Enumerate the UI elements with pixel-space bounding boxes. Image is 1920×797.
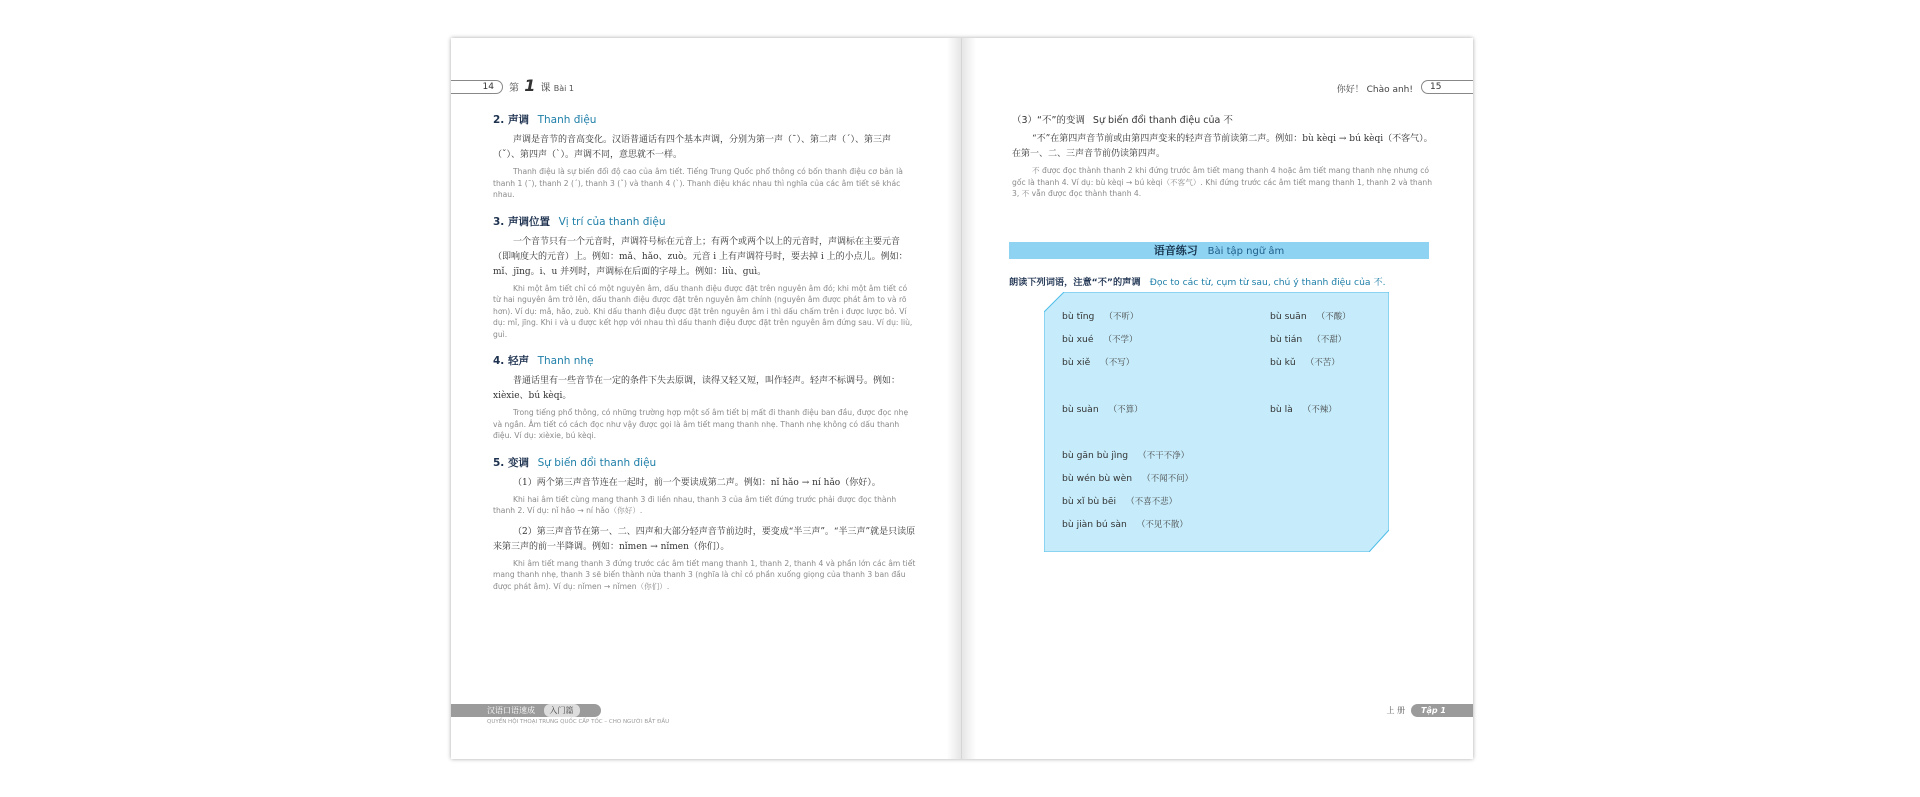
exercise-item [1270, 403, 1337, 415]
section-title-vn: Vị trí của thanh điệu [558, 215, 666, 228]
section-title-cn: （3）“不”的变调 [1012, 115, 1085, 126]
item-hanzi: （不辣） [1302, 405, 1337, 415]
footer-tagline: QUYỂN HỘI THOẠI TRUNG QUỐC CẤP TỐC – CHO NGƯỜI BẮT ĐẦU [487, 719, 670, 725]
item-hanzi: （不写） [1100, 358, 1135, 368]
item-pinyin: bù tīng [1062, 311, 1095, 322]
right-page [962, 38, 1473, 759]
item-pinyin: bù gān bù jìng [1062, 450, 1129, 461]
section-title [493, 112, 917, 127]
section-tones [493, 112, 917, 201]
paragraph-cn: “不”在第四声音节前或由第四声变来的轻声音节前读第二声。例如：bù kèqi → bú kèqi（不客气）。在第一、二、三声音节前仍读第四声。 [1012, 134, 1433, 159]
exercise-item [1270, 356, 1340, 368]
paragraph-vn: Trong tiếng phổ thông, có những trường hợp một số âm tiết bị mất đi thanh điệu ban đầu, được đọc nhẹ và ngắn. Âm tiết có cách đọc như vậy được gọi là âm tiết mang thanh nhẹ. Thanh nhẹ không có dấu thanh điệu. Ví dụ: xièxie, bú kèqi. [493, 408, 909, 440]
lesson-number: 1 [524, 76, 536, 95]
exercise-banner [1009, 242, 1429, 259]
exercise-title-vn: Bài tập ngữ âm [1207, 246, 1285, 257]
exercise-box [1044, 292, 1389, 552]
exercise-item [1062, 310, 1138, 322]
paragraph-vn: Khi hai âm tiết cùng mang thanh 3 đi liền nhau, thanh 3 của âm tiết đứng trước phải được đọc thành thanh 2. Ví dụ: nǐ hǎo → ní hǎo（你好）. [493, 494, 897, 515]
item-pinyin: bù xiě [1062, 357, 1091, 368]
exercise-box-shape [1044, 292, 1389, 552]
item-hanzi: （不学） [1103, 335, 1138, 345]
footer-volume-cn: 上 册 [1386, 706, 1405, 715]
lesson-header [509, 76, 574, 95]
exercise-title-cn: 语音练习 [1153, 244, 1198, 257]
page-number-left: 14 [451, 80, 503, 94]
paragraph-cn: 普通话里有一些音节在一定的条件下失去原调，读得又轻又短，叫作轻声。轻声不标调号。例如：xièxie、bú kèqi。 [493, 376, 901, 401]
item-pinyin: bù xué [1062, 334, 1094, 345]
exercise-item [1062, 495, 1177, 507]
exercise-item [1062, 356, 1134, 368]
paragraph-vn: 不 được đọc thành thanh 2 khi đứng trước âm tiết mang thanh 4 hoặc âm tiết mang thanh nhẹ nhưng có gốc là thanh 4. Ví dụ: bù kèqi → bú kèqi（不客气）. Khi đứng trước các âm tiết mang thanh 1, thanh 2 và thanh 3, 不 vẫn được đọc thành thanh 4. [1012, 166, 1433, 198]
item-pinyin: bù là [1270, 404, 1293, 415]
item-hanzi: （不算） [1108, 405, 1143, 415]
section-title [1012, 112, 1436, 126]
section-title [493, 455, 917, 470]
page-header-title: 你好！ Chào anh! [1336, 85, 1413, 95]
item-pinyin: bù jiàn bú sàn [1062, 519, 1127, 530]
item-hanzi: （不喜不悲） [1126, 497, 1178, 507]
section-tone-position [493, 214, 917, 341]
paragraph-vn: Thanh điệu là sự biến đổi độ cao của âm tiết. Tiếng Trung Quốc phổ thông có bốn thanh điệu cơ bản là thanh 1 (ˉ), thanh 2 (ˊ), thanh 3 (ˇ) và thanh 4 (ˋ). Thanh điệu khác nhau thì nghĩa của các âm tiết sẽ khác nhau. [493, 167, 903, 199]
paragraph-cn: 声调是音节的音高变化。汉语普通话有四个基本声调，分别为第一声（ˉ）、第二声（ˊ）、第三声（ˇ）、第四声（ˋ）。声调不同，意思就不一样。 [493, 135, 892, 160]
paragraph-cn: （2）第三声音节在第一、二、四声和大部分轻声音节前边时，要变成“半三声”。“半三声”就是只读原来第三声的前一半降调。例如：nǐmen → nǐmen（你们）。 [493, 526, 916, 552]
item-hanzi: （不甜） [1312, 335, 1347, 345]
item-pinyin: bù kǔ [1270, 357, 1296, 368]
instruction-cn: 朗读下列词语，注意“不”的声调 [1009, 277, 1141, 288]
page-number-right: 15 [1421, 80, 1473, 94]
section-title-cn: 2. 声调 [493, 114, 529, 126]
item-hanzi: （不酸） [1316, 312, 1351, 322]
lesson-ke: 课 [540, 83, 551, 94]
exercise-item [1062, 472, 1193, 484]
section-title-cn: 3. 声调位置 [493, 215, 550, 228]
exercise-item [1062, 333, 1138, 345]
footer-volume-vn: Tập 1 [1411, 704, 1473, 717]
exercise-item [1062, 449, 1189, 461]
section-title-vn: Sự biến đổi thanh điệu [537, 456, 657, 469]
footer-title-cn: 汉语口语速成 [487, 706, 535, 715]
section-title-vn: Thanh nhẹ [537, 355, 594, 367]
paragraph-vn: Khi âm tiết mang thanh 3 đứng trước các âm tiết mang thanh 1, thanh 2, thanh 4 và phần lớn các âm tiết mang thanh nhẹ, thanh 3 sẽ biến thành nửa thanh 3 (nghĩa là chỉ có phần xuống giọng của thanh 3 ban đầu được phát âm). Ví dụ: nǐmen → nǐmen（你们）. [493, 558, 916, 591]
item-pinyin: bù tián [1270, 334, 1303, 345]
book-spread [451, 38, 1473, 759]
section-title [493, 353, 917, 368]
section-title-cn: 4. 轻声 [493, 355, 529, 367]
paragraph-cn: （1）两个第三声音节连在一起时，前一个要读成第二声。例如：nǐ hǎo → ní hǎo（你好）。 [513, 477, 881, 488]
footer-subtitle: 入门篇 [544, 704, 580, 717]
exercise-item [1270, 333, 1346, 345]
right-content [1012, 112, 1436, 208]
item-hanzi: （不见不散） [1136, 520, 1188, 530]
section-neutral-tone [493, 353, 917, 442]
section-title [493, 214, 917, 229]
exercise-item [1062, 518, 1188, 530]
item-pinyin: bù suàn [1062, 404, 1099, 415]
section-title-cn: 5. 变调 [493, 456, 529, 469]
item-hanzi: （不苦） [1305, 358, 1340, 368]
left-content [493, 112, 917, 605]
item-pinyin: bù xǐ bù bēi [1062, 496, 1117, 507]
exercise-item [1270, 310, 1351, 322]
item-hanzi: （不干不净） [1138, 451, 1190, 461]
lesson-di: 第 [509, 83, 519, 94]
footer-book-title [451, 704, 601, 717]
paragraph-cn: 一个音节只有一个元音时，声调符号标在元音上；有两个或两个以上的元音时，声调标在主要元音（即响度大的元音）上。例如：mǎ、hǎo、zuò。元音 i 上有声调符号时，要去掉 i 上的小点儿。例如：mǐ、jīng。i、u 并列时，声调标在后面的字母上。例如：liù、guì。 [493, 236, 908, 277]
instruction-vn: Đọc to các từ, cụm từ sau, chú ý thanh điệu của 不. [1149, 277, 1386, 288]
section-title-vn: Thanh điệu [537, 114, 597, 126]
section-title-vn: Sự biến đổi thanh điệu của 不 [1092, 115, 1233, 126]
item-pinyin: bù wén bù wèn [1062, 473, 1133, 484]
section-tone-sandhi [493, 455, 917, 593]
lesson-vn: Bài 1 [553, 84, 574, 93]
exercise-instruction [1009, 274, 1386, 288]
item-pinyin: bù suān [1270, 311, 1307, 322]
exercise-item [1062, 403, 1143, 415]
item-hanzi: （不听） [1104, 312, 1139, 322]
left-page [451, 38, 962, 759]
item-hanzi: （不闻不问） [1142, 474, 1194, 484]
paragraph-vn: Khi một âm tiết chỉ có một nguyên âm, dấu thanh điệu được đặt trên nguyên âm đó; khi một âm tiết có từ hai nguyên âm trở lên, dấu thanh điệu được đặt trên nguyên âm chính (nguyên âm được phát âm to và rõ hơn). Ví dụ: mǎ, hǎo, zuò. Khi dấu thanh điệu được đặt trên nguyên âm i thì dấu chấm trên i được lược bỏ. Ví dụ: mǐ, jīng. Khi i và u được kết hợp với nhau thì dấu thanh điệu được đặt trên nguyên âm đứng sau. Ví dụ: liù, guì. [493, 283, 913, 339]
